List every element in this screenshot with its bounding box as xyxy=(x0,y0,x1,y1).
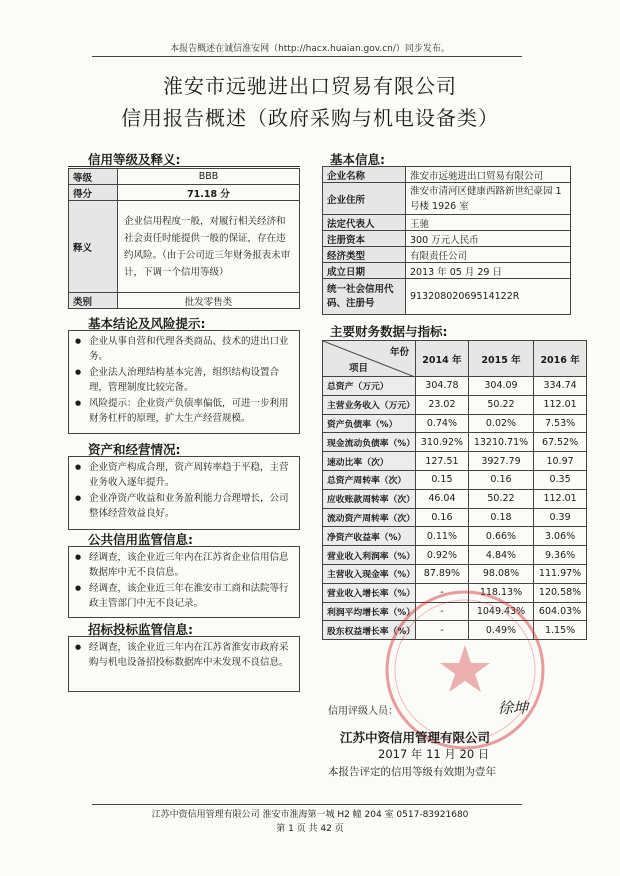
financial-value-cell: 0.15 xyxy=(416,470,469,489)
financial-value-cell: 67.52% xyxy=(534,433,587,452)
info-label: 成立日期 xyxy=(323,263,406,279)
report-title-company: 淮安市远驰进出口贸易有限公司 xyxy=(163,74,457,98)
list-item: ● 风险提示：企业资产负债率偏低，可进一步利用财务杠杆的原理，扩大生产经营规模。 xyxy=(75,396,293,426)
financial-row-label: 营业收入利润率（%） xyxy=(323,546,416,565)
table-row xyxy=(323,395,587,414)
list-item: ● 企业净资产收益和业务盈利能力合理增长，公司整体经营效益良好。 xyxy=(75,491,293,521)
score-value: 71.18 分 xyxy=(118,185,300,201)
list-item: ● 经调查，该企业近三年在淮安市工商和法院等行政主管部门中无不良记录。 xyxy=(75,581,293,611)
report-title-type: 信用报告概述（政府采购与机电设备类） xyxy=(121,106,499,130)
info-label: 注册资本 xyxy=(323,231,406,247)
year-header: 2014 年 xyxy=(416,341,469,377)
bidding-heading: 招标投标监管信息: xyxy=(88,622,193,637)
table-row xyxy=(323,546,587,565)
legal-representative: 王驰 xyxy=(406,215,571,231)
signature-date: 2017 年 11 月 20 日 xyxy=(378,747,490,761)
basic-info-heading: 基本信息: xyxy=(330,152,385,167)
year-header: 2016 年 xyxy=(534,341,587,377)
info-label: 企业住所 xyxy=(323,183,406,215)
financial-value-cell: 0.39 xyxy=(534,508,587,527)
financial-row-label: 主营收入现金率（%） xyxy=(323,564,416,583)
financial-heading: 主要财务数据与指标: xyxy=(330,324,448,339)
financial-row-label: 流动资产周转率（次） xyxy=(323,508,416,527)
financial-value-cell: 0.18 xyxy=(468,508,533,527)
financial-value-cell: 112.01 xyxy=(534,489,587,508)
signature-company: 江苏中资信用管理有限公司 xyxy=(340,730,491,745)
financial-value-cell: 50.22 xyxy=(468,489,533,508)
info-label: 法定代表人 xyxy=(323,215,406,231)
financial-value-cell: - xyxy=(416,602,469,621)
corner-cell xyxy=(323,341,416,377)
financial-value-cell: 304.78 xyxy=(416,377,469,396)
financial-value-cell: 127.51 xyxy=(416,452,469,471)
financial-value-cell: 10.97 xyxy=(534,452,587,471)
basic-info-table xyxy=(322,166,571,315)
financial-value-cell: 0.11% xyxy=(416,527,469,546)
grade-label: 等级 xyxy=(69,169,118,185)
financial-value-cell: 3.06% xyxy=(534,527,587,546)
financial-row-label: 营业收入增长率（%） xyxy=(323,583,416,602)
corner-year-label: 年份 xyxy=(389,347,409,358)
economic-type: 有限责任公司 xyxy=(406,247,571,263)
financial-value-cell: 3927.79 xyxy=(468,452,533,471)
header-rule xyxy=(92,56,522,57)
financial-row-label: 应收账款周转率（次） xyxy=(323,489,416,508)
table-row xyxy=(323,433,587,452)
financial-row-label: 资产负债率（%） xyxy=(323,414,416,433)
established-date: 2013 年 05 月 29 日 xyxy=(406,263,571,279)
table-row xyxy=(323,564,587,583)
analyst-name: 徐坤 xyxy=(498,699,529,717)
info-label: 企业名称 xyxy=(323,167,406,183)
financial-value-cell: 118.13% xyxy=(468,583,533,602)
category-value: 批发零售类 xyxy=(118,293,300,309)
registered-capital: 300 万元人民币 xyxy=(406,231,571,247)
financial-value-cell: 112.01 xyxy=(534,395,587,414)
year-header: 2015 年 xyxy=(468,341,533,377)
financial-value-cell: 0.16 xyxy=(468,470,533,489)
table-row xyxy=(323,414,587,433)
analyst-label: 信用评级人员： xyxy=(328,706,398,717)
page-number: 第 1 页 共 42 页 xyxy=(276,824,344,834)
financial-value-cell: 4.84% xyxy=(468,546,533,565)
financial-row-label: 净资产收益率（%） xyxy=(323,527,416,546)
financial-row-label: 利润平均增长率（%） xyxy=(323,602,416,621)
financial-value-cell: 0.74% xyxy=(416,414,469,433)
financial-value-cell: 0.66% xyxy=(468,527,533,546)
financial-row-label: 股东权益增长率（%） xyxy=(323,621,416,640)
financial-value-cell: 334.74 xyxy=(534,377,587,396)
company-name: 淮安市远驰进出口贸易有限公司 xyxy=(406,167,571,183)
financial-value-cell: 9.36% xyxy=(534,546,587,565)
financial-value-cell: 0.49% xyxy=(468,621,533,640)
list-item: ● 企业法人治理结构基本完善，组织结构设置合理，管理制度比较完备。 xyxy=(75,365,293,395)
credit-code: 91320802069514122R xyxy=(406,279,571,315)
corner-item-label: 项目 xyxy=(349,363,369,374)
financial-value-cell: 13210.71% xyxy=(468,433,533,452)
list-item: ● 企业资产构成合理，资产周转率趋于平稳，主营业务收入逐年提升。 xyxy=(75,460,293,490)
financial-value-cell: 304.09 xyxy=(468,377,533,396)
financial-value-cell: - xyxy=(416,621,469,640)
assets-operation-heading: 资产和经营情况: xyxy=(88,442,181,457)
list-item: ● 经调查，该企业近三年内在江苏省淮安市政府采购与机电设备招投标数据库中未发现不良信息。 xyxy=(75,640,293,670)
financial-value-cell: 0.02% xyxy=(468,414,533,433)
table-row xyxy=(323,489,587,508)
footer-contact: 江苏中资信用管理有限公司 淮安市淮海第一城 H2 幢 204 室 0517-83921680 xyxy=(151,810,469,820)
financial-row-label: 总资产（万元） xyxy=(323,377,416,396)
footer-rule xyxy=(92,804,522,805)
credit-grade-heading: 信用等级及释义: xyxy=(88,152,181,167)
public-credit-box xyxy=(68,546,300,618)
credit-grade-table xyxy=(68,168,300,309)
financial-row-label: 速动比率（次） xyxy=(323,452,416,471)
assets-operation-box xyxy=(68,456,300,530)
financial-value-cell: 46.04 xyxy=(416,489,469,508)
meaning-label: 释义 xyxy=(69,201,118,293)
financial-row-label: 主营业务收入（万元） xyxy=(323,395,416,414)
grade-value: BBB xyxy=(118,169,300,185)
company-address: 淮安市清河区健康西路新世纪豪园 1 号楼 1926 室 xyxy=(406,183,571,215)
financial-value-cell: - xyxy=(416,583,469,602)
section-rule xyxy=(68,166,300,167)
financial-value-cell: 310.92% xyxy=(416,433,469,452)
validity-note: 本报告评定的信用等级有效期为壹年 xyxy=(328,766,496,778)
header-notice: 本报告概述在诚信淮安网（http://hacx.huaian.gov.cn/）同步发布。 xyxy=(170,44,450,54)
info-label: 经济类型 xyxy=(323,247,406,263)
financial-value-cell: 23.02 xyxy=(416,395,469,414)
financial-value-cell: 0.35 xyxy=(534,470,587,489)
financial-value-cell: 0.16 xyxy=(416,508,469,527)
basic-conclusion-heading: 基本结论及风险提示: xyxy=(88,316,206,331)
info-label: 统一社会信用代码、注册号 xyxy=(323,279,406,315)
financial-value-cell: 0.92% xyxy=(416,546,469,565)
financial-value-cell: 111.97% xyxy=(534,564,587,583)
financial-value-cell: 1049.43% xyxy=(468,602,533,621)
public-credit-heading: 公共信用监管信息: xyxy=(88,532,193,547)
score-label: 得分 xyxy=(69,185,118,201)
table-row xyxy=(323,470,587,489)
financial-row-label: 总资产周转率（次） xyxy=(323,470,416,489)
meaning-value: 企业信用程度一般，对履行相关经济和社会责任时能提供一般的保证，存在违约风险。（由于公司近三年财务报表未审计，下调一个信用等级） xyxy=(118,201,300,293)
table-row xyxy=(323,452,587,471)
list-item: ● 经调查，该企业近三年内在江苏省企业信用信息数据库中无不良信息。 xyxy=(75,550,293,580)
financial-value-cell: 1.15% xyxy=(534,621,587,640)
table-row xyxy=(323,377,587,396)
financial-value-cell: 50.22 xyxy=(468,395,533,414)
basic-conclusion-box xyxy=(68,330,300,434)
financial-value-cell: 604.03% xyxy=(534,602,587,621)
table-row xyxy=(323,508,587,527)
financial-value-cell: 120.58% xyxy=(534,583,587,602)
financial-row-label: 现金流动负债率（%） xyxy=(323,433,416,452)
list-item: ● 企业从事自营和代理各类商品、技术的进出口业务。 xyxy=(75,334,293,364)
financial-value-cell: 7.53% xyxy=(534,414,587,433)
table-row xyxy=(323,527,587,546)
financial-value-cell: 87.89% xyxy=(416,564,469,583)
financial-value-cell: 98.08% xyxy=(468,564,533,583)
bidding-box xyxy=(68,636,300,692)
category-label: 类别 xyxy=(69,293,118,309)
